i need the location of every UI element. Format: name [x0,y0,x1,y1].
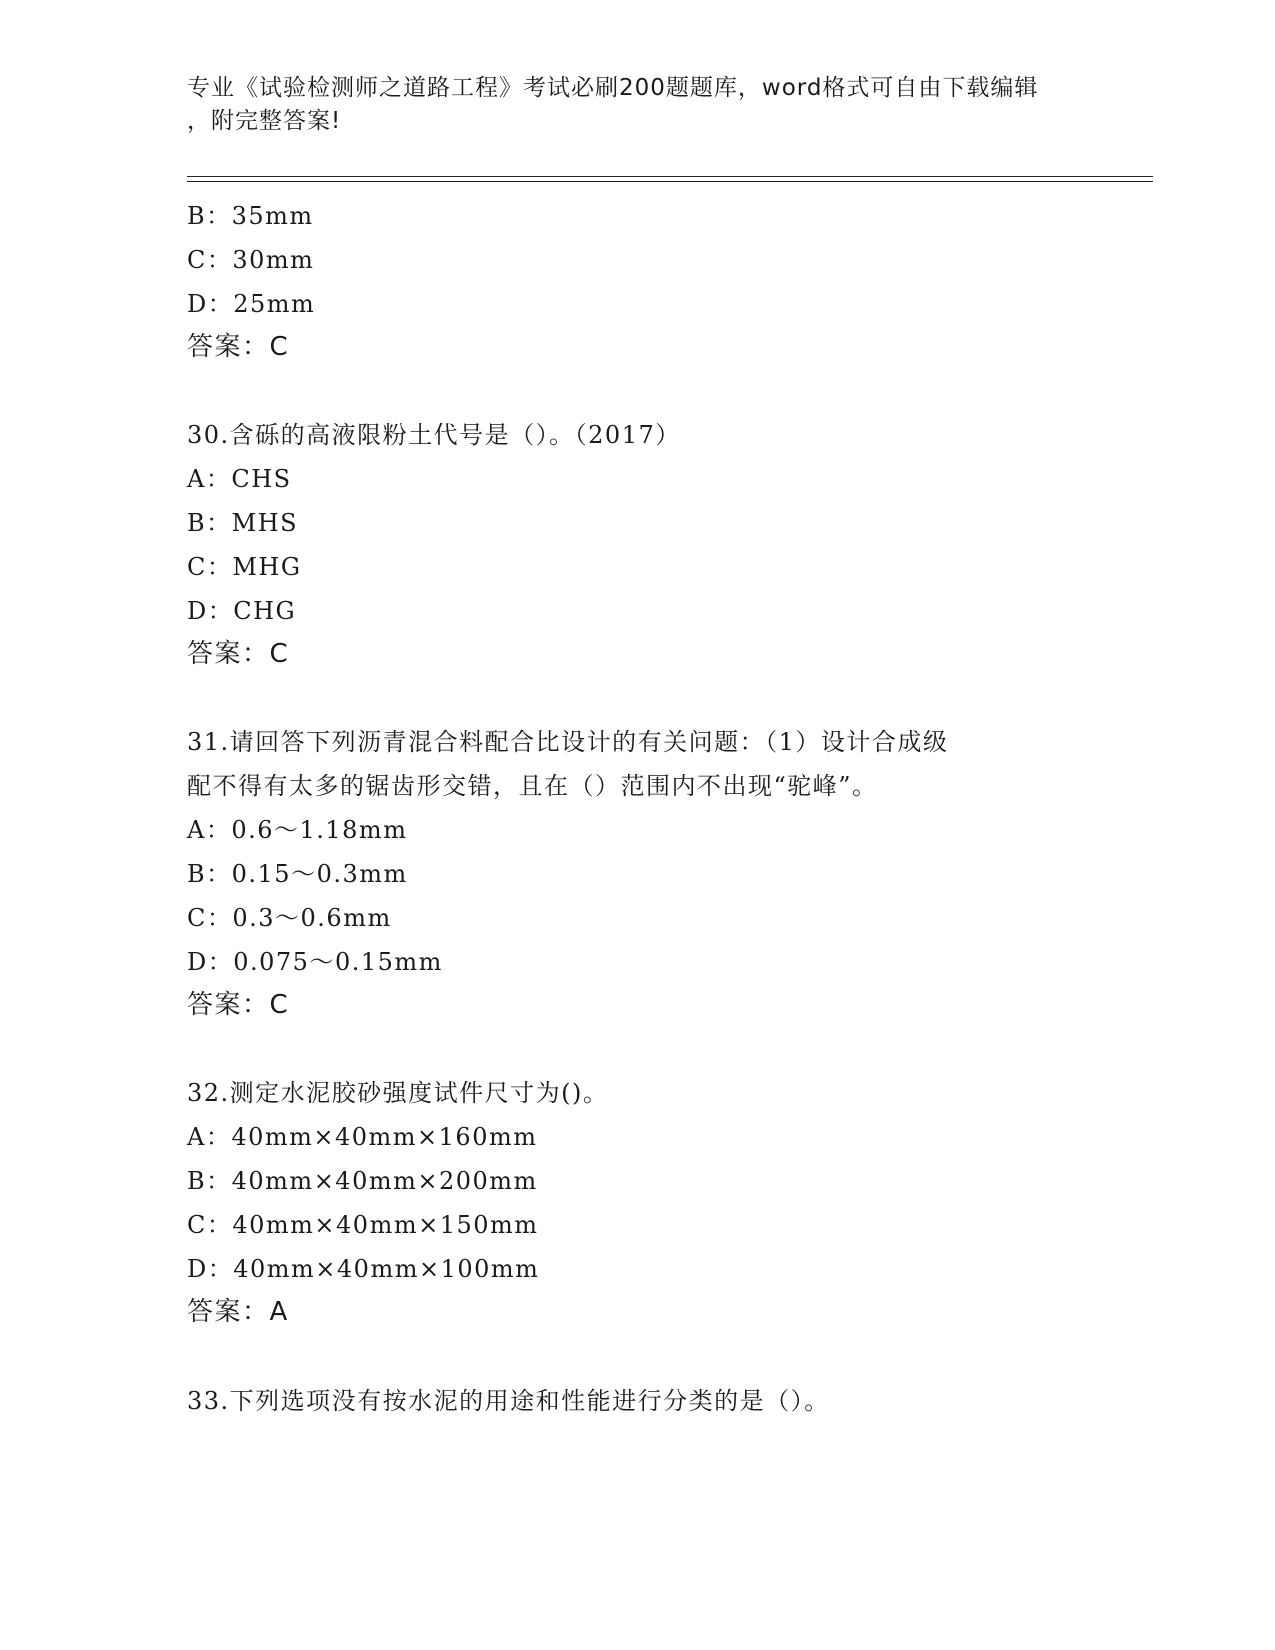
q30-option-d: D：CHG [187,597,297,625]
q31-option-b: B：0.15～0.3mm [187,860,408,888]
document-header [187,72,1087,138]
q31-option-c: C：0.3～0.6mm [187,904,392,932]
q33-stem: 33.下列选项没有按水泥的用途和性能进行分类的是（）。 [187,1387,830,1415]
q31-option-d: D：0.075～0.15mm [187,948,443,976]
q29-option-b: B：35mm [187,202,314,230]
q31-stem-line-1: 31.请回答下列沥青混合料配合比设计的有关问题：（1）设计合成级 [187,728,949,756]
q32-option-d: D：40mm×40mm×100mm [187,1255,540,1283]
q30-option-b: B：MHS [187,509,299,537]
q31-option-a: A：0.6～1.18mm [187,816,408,844]
q30-stem: 30.含砾的高液限粉土代号是（）。（2017） [187,421,681,449]
q31-answer: 答案：C [187,990,290,1020]
q29-option-c: C：30mm [187,246,315,274]
q30-answer: 答案：C [187,639,290,669]
q32-option-a: A：40mm×40mm×160mm [187,1123,538,1151]
header-title-line-2: ，附完整答案! [187,108,342,134]
header-divider-bottom [187,181,1153,182]
q31-stem-line-2: 配不得有太多的锯齿形交错，且在（）范围内不出现“驼峰”。 [187,772,878,800]
q29-answer: 答案：C [187,332,290,362]
q32-stem: 32.测定水泥胶砂强度试件尺寸为()。 [187,1079,609,1107]
q29-option-d: D：25mm [187,290,316,318]
q32-option-c: C：40mm×40mm×150mm [187,1211,539,1239]
header-divider-top [187,176,1153,177]
q30-option-a: A：CHS [187,465,292,493]
q32-option-b: B：40mm×40mm×200mm [187,1167,538,1195]
q30-option-c: C：MHG [187,553,302,581]
q32-answer: 答案：A [187,1297,289,1327]
header-title-line-1: 专业《试验检测师之道路工程》考试必刷200题题库，word格式可自由下载编辑 [187,75,1039,101]
